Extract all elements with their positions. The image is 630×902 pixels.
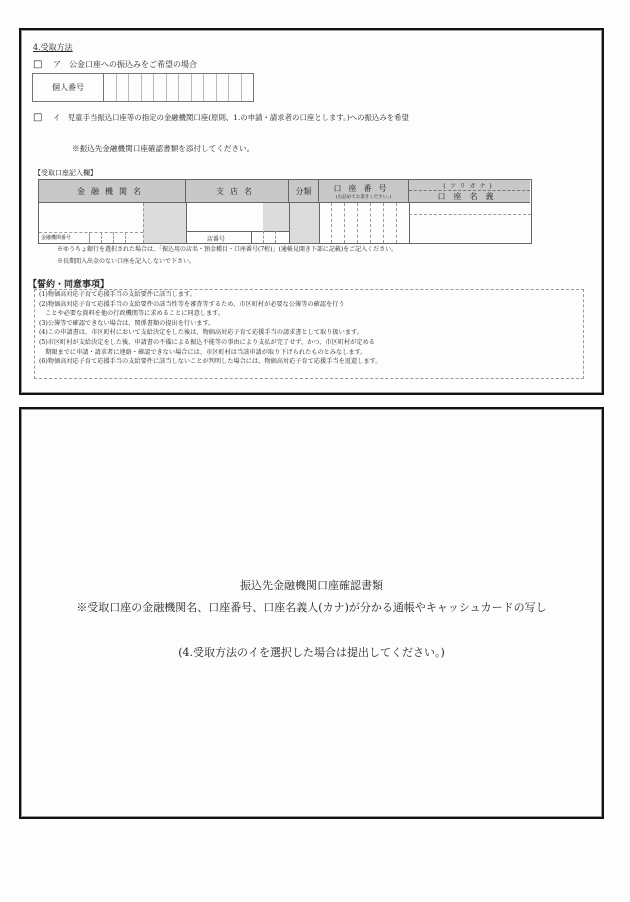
personal-number-digit[interactable] — [204, 74, 217, 101]
option-b-row — [33, 112, 409, 123]
divider — [186, 203, 187, 243]
pledge-item: (6)物価高対応子育て応援手当の支給要件に該当しないことが判明した場合には、物価高対応子育て応援手当を返還します。 — [39, 358, 382, 366]
divider — [289, 203, 290, 243]
pledge-item: ことや必要な資料を他の行政機関等に求めることに同意します。 — [39, 310, 225, 318]
divider — [143, 203, 144, 243]
attachment-description: ※受取口座の金融機関名、口座番号、口座名義人(カナ)が分かる通帳やキャッシュカードの写し — [76, 601, 547, 614]
pledge-item: (2)物価高対応子育て応援手当の支給要件の該当性等を審査等するため、市区町村が必要な公簿等の確認を行う — [39, 300, 345, 308]
personal-number-digit[interactable] — [167, 74, 180, 101]
personal-number-label: 個人番号 — [33, 74, 104, 101]
account-table-title: 【受取口座記入欄】 — [34, 169, 97, 177]
pledge-item: 期限までに申請・請求者に連絡・確認できない場合には、市区町村は当該申請が取り下げられたものとみなします。 — [39, 348, 367, 356]
header-furigana: (フリガナ) — [443, 182, 496, 190]
branch-grey-area — [263, 203, 289, 231]
branch-code-digit[interactable] — [275, 231, 276, 243]
pledge-item: (3)公簿等で確認できない場合は、関係書類の提出を行います。 — [39, 319, 215, 327]
personal-number-field — [32, 73, 254, 102]
account-number-digit[interactable] — [331, 203, 332, 243]
account-table — [38, 179, 532, 244]
account-number-digit[interactable] — [344, 203, 345, 243]
account-number-digit[interactable] — [370, 203, 371, 243]
pledge-item: (4)この申請書は、市区町村において支給決定をした後は、物価高対応子育て応援手当の請求書として取り扱います。 — [39, 329, 363, 337]
divider — [319, 203, 320, 243]
section-title: 4.受取方法 — [33, 43, 73, 52]
personal-number-digit[interactable] — [104, 74, 117, 101]
bank-code-digit[interactable] — [125, 232, 126, 243]
divider — [409, 214, 531, 215]
personal-number-digit[interactable] — [154, 74, 167, 101]
pledge-item: (1)物価高対応子育て応援手当の支給要件に該当します。 — [39, 291, 196, 298]
divider — [39, 232, 143, 233]
attach-note: ※振込先金融機関口座確認書類を添付してください。 — [72, 144, 255, 153]
pledge-list — [34, 289, 584, 379]
header-account-number-cell — [319, 180, 409, 203]
pledge-title: 【誓約・同意事項】 — [28, 280, 110, 290]
personal-number-digit[interactable] — [117, 74, 130, 101]
attachment-title: 振込先金融機関口座確認書類 — [240, 579, 383, 592]
bank-code-label: 金融機関番号 — [41, 235, 72, 241]
attachment-note: (4.受取方法のイを選択した場合は提出してください。) — [178, 646, 445, 659]
bank-grey-area — [143, 203, 186, 243]
header-account-number-sub: (右詰めでお書きください。) — [335, 194, 392, 200]
option-a-checkbox[interactable]: □ — [33, 59, 43, 70]
account-number-digit[interactable] — [383, 203, 384, 243]
account-number-digit[interactable] — [357, 203, 358, 243]
table-note-yucho: ※ゆうちょ銀行を選択された場合は、「振込用の店名・預金種目・口座番号(7桁)」(通帳見開き下部に記載)をご記入ください。 — [57, 246, 398, 253]
header-holder-name: 口座名義 — [437, 191, 502, 201]
personal-number-digit[interactable] — [217, 74, 230, 101]
divider — [89, 232, 90, 243]
bank-code-digit[interactable] — [101, 232, 102, 243]
bank-code-digit[interactable] — [113, 232, 114, 243]
account-number-digit[interactable] — [396, 203, 397, 243]
option-b-label: イ 児童手当振込口座等の指定の金融機関口座(原則、1.の申請・請求者の口座とします。)への振込みを希望 — [53, 113, 409, 122]
branch-code-digit[interactable] — [263, 231, 264, 243]
personal-number-digit[interactable] — [229, 74, 242, 101]
personal-number-digit[interactable] — [129, 74, 142, 101]
personal-number-digit[interactable] — [242, 74, 254, 101]
personal-number-digit[interactable] — [142, 74, 155, 101]
divider — [186, 231, 289, 232]
personal-number-digit[interactable] — [192, 74, 205, 101]
header-category: 分類 — [289, 180, 319, 203]
header-holder-cell — [409, 180, 530, 203]
header-bank-name: 金融機関名 — [39, 180, 186, 203]
category-field[interactable] — [289, 203, 319, 243]
header-branch-name: 支店名 — [186, 180, 289, 203]
branch-code-label: 店番号 — [207, 236, 226, 243]
table-note-dormant: ※長期間入出金のない口座を記入しないで下さい。 — [57, 258, 196, 265]
option-a-row — [33, 59, 197, 70]
divider — [409, 203, 410, 243]
personal-number-digit[interactable] — [179, 74, 192, 101]
attachment-box[interactable] — [19, 407, 604, 819]
option-b-checkbox[interactable]: □ — [33, 112, 43, 123]
header-account-number: 口座番号 — [333, 183, 394, 193]
divider — [251, 231, 252, 243]
option-a-label: ア 公金口座への振込みをご希望の場合 — [53, 60, 197, 69]
pledge-item: (5)市区町村が支給決定をした後、申請書の不備による振込不能等の事由により支払が完了せず、かつ、市区町村が定める — [39, 338, 375, 346]
